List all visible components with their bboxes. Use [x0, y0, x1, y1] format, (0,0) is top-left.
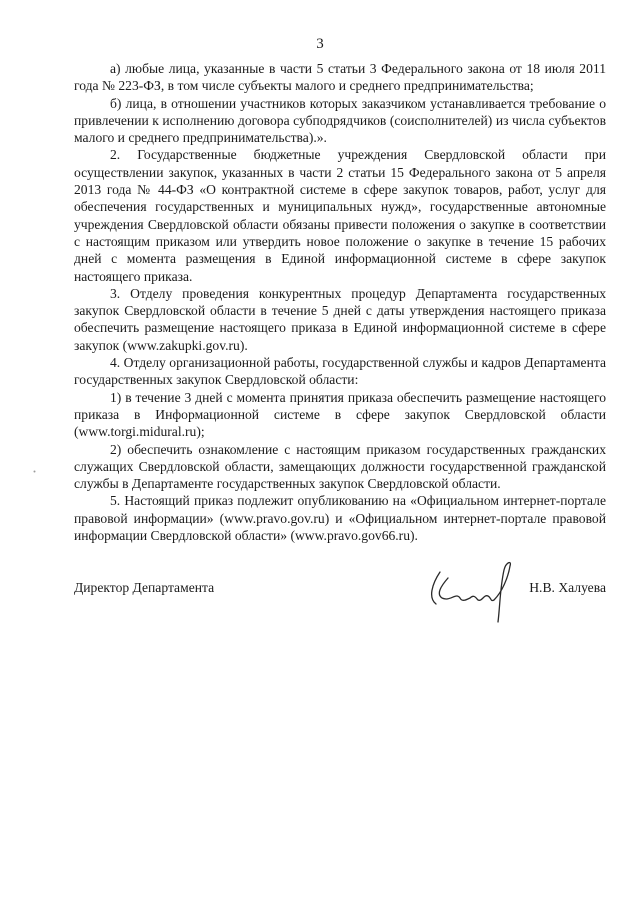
margin-dot — [33, 470, 36, 473]
paragraph-3: 3. Отделу проведения конкурентных процедур Департамента государственных закупок Свердловской области в течение 5 дней с даты утверждения настоящего приказа обеспечить размещение настоящего приказа в Единой информационной системе в сфере закупок (www.zakupki.gov.ru). — [74, 285, 606, 353]
signature-block — [74, 580, 606, 620]
signatory-position: Директор Департамента — [74, 580, 215, 595]
clause-b: б) лица, в отношении участников которых заказчиком устанавливается требование о привлечении к исполнению договора субподрядчиков (соисполнителей) из числа субъектов малого и среднего предпринимательства).». — [74, 95, 606, 146]
handwritten-signature — [426, 558, 526, 628]
paragraph-4-item-2: 2) обеспечить ознакомление с настоящим приказом государственных гражданских служащих Свердловской области, замещающих должности государственной гражданской службы в Департаменте государственных закупок Свердловской области. — [74, 441, 606, 492]
paragraph-4-item-1: 1) в течение 3 дней с момента принятия приказа обеспечить размещение настоящего приказа в Информационной системе в сфере закупок Свердловской области (www.torgi.midural.ru); — [74, 389, 606, 440]
document-body — [74, 60, 606, 544]
paragraph-5: 5. Настоящий приказ подлежит опубликованию на «Официальном интернет-портале правовой информации» (www.pravo.gov.ru) и «Официальном интернет-портале правовой информации Свердловской области» (www.pravo.gov66.ru). — [74, 493, 606, 544]
page-number: 3 — [316, 36, 324, 52]
paragraph-2: 2. Государственные бюджетные учреждения Свердловской области при осуществлении закупок, указанных в части 2 статьи 15 Федерального закона от 5 апреля 2013 года № 44-ФЗ «О контрактной системе в сфере закупок товаров, работ, услуг для обеспечения государственных и муниципальных нужд», государственные автономные учреждения Свердловской области обязаны привести положения о закупке в соответствии с настоящим приказом или утвердить новое положение о закупке в течение 15 рабочих дней с момента размещения в Единой информационной системе в сфере закупок настоящего приказа. — [74, 147, 606, 284]
clause-a: а) любые лица, указанные в части 5 статьи 3 Федерального закона от 18 июля 2011 года № 223-ФЗ, в том числе субъекты малого и среднего предпринимательства; — [74, 61, 606, 94]
paragraph-4: 4. Отделу организационной работы, государственной службы и кадров Департамента государственных закупок Свердловской области: — [74, 355, 606, 388]
signatory-name: Н.В. Халуева — [529, 580, 606, 595]
